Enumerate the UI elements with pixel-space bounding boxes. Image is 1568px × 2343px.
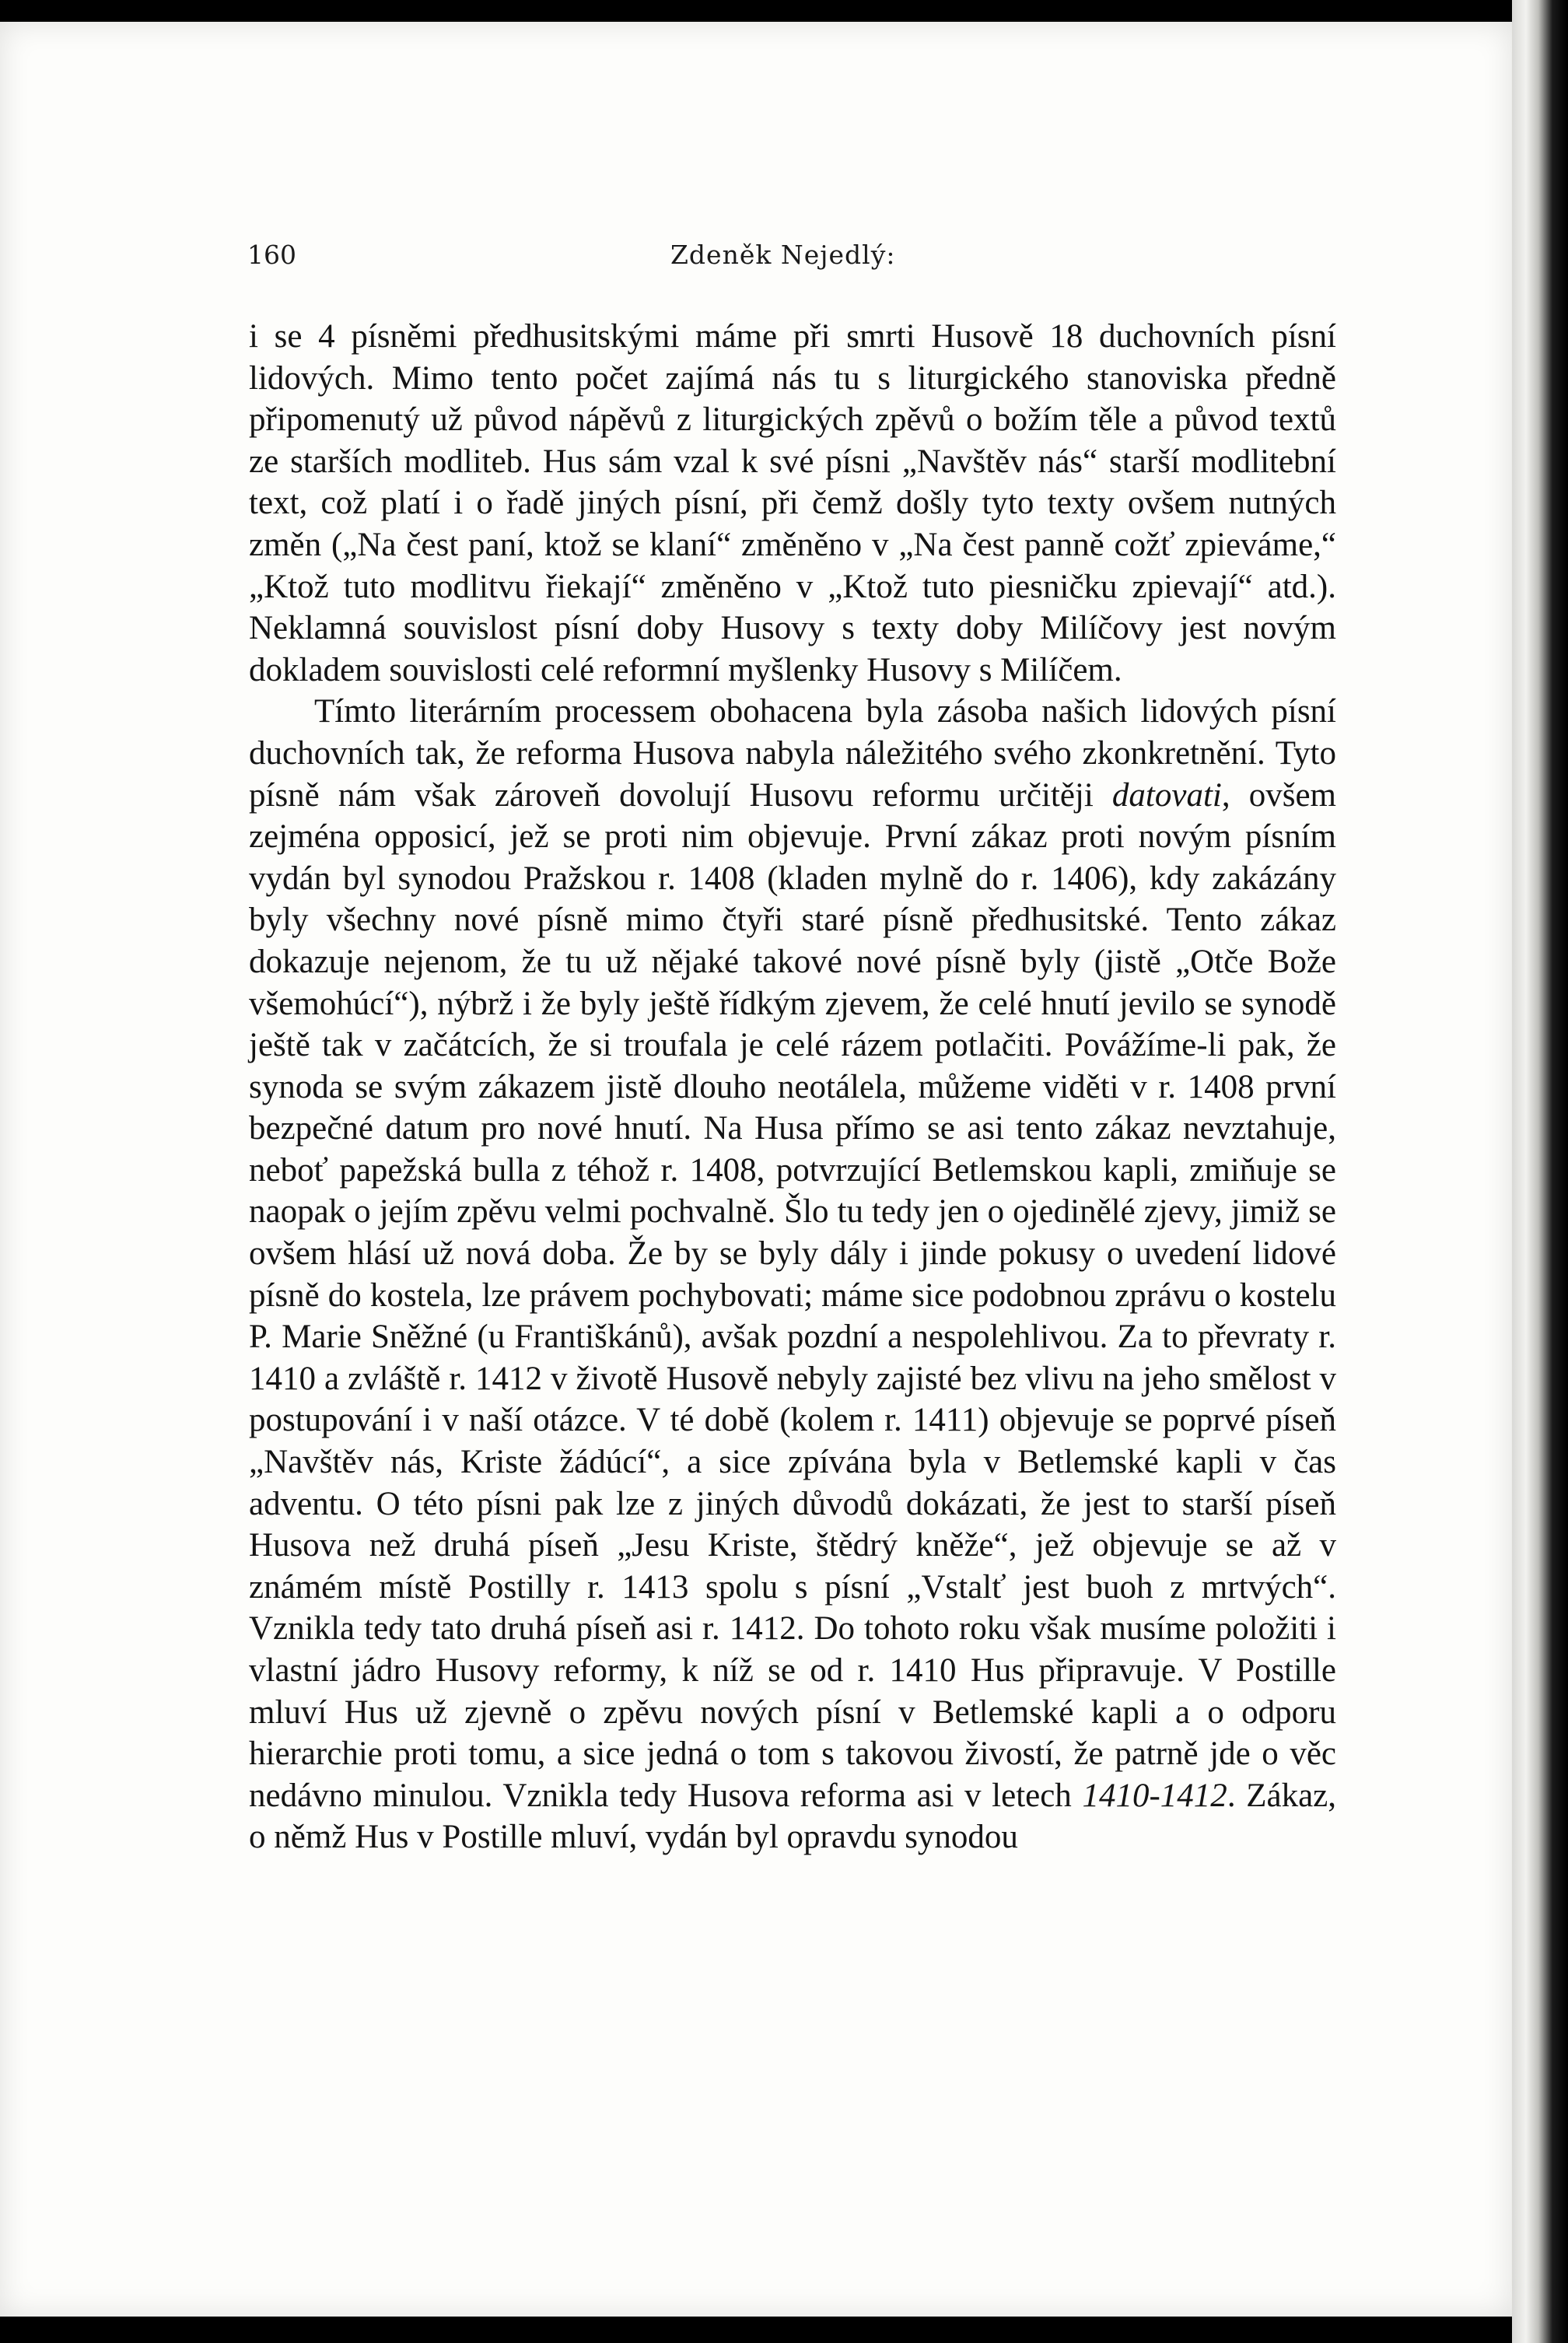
text-run: Tímto literárním processem obohacena byla zásoba našich lidových písní duchovních tak, že reforma Husova nabyla náležitého svého zkonkretnění. Tyto písně nám však zároveň dovolují Husovu reformu určitěji <box>249 693 1336 814</box>
scan-edge <box>1512 0 1568 2343</box>
italic-years: 1410-1412 <box>1082 1777 1227 1814</box>
paragraph <box>249 316 1336 691</box>
text-run: , ovšem zejména opposicí, jež se proti nim objevuje. První zákaz proti novým písním vydán byl synodou Pražskou r. 1408 (kladen mylně do r. 1406), kdy zakázány byly všechny nové písně mimo čtyři staré písně předhusitské. Tento zákaz dokazuje nejenom, že tu už nějaké takové nové písně byly (jistě „Otče Bože všemohúcí“), nýbrž i že byly ještě řídkým zjevem, že celé hnutí jevilo se synodě ještě tak v začátcích, že si troufala je celé rázem potlačiti. Povážíme-li pak, že synoda se svým zákazem jistě dlouho neotálela, můžeme viděti v r. 1408 první bezpečné datum pro nové hnutí. Na Husa přímo se asi tento zákaz nevztahuje, neboť papežská bulla z téhož r. 1408, potvrzující Betlemskou kapli, zmiňuje se naopak o jejím zpěvu velmi pochvalně. Šlo tu tedy jen o ojedinělé zjevy, jimiž se ovšem hlásí už nová doba. Že by se byly dály i jinde pokusy o uvedení lidové písně do kostela, lze právem pochybovati; máme sice podobnou zprávu o kostelu P. Marie Sněžné (u Františkánů), avšak pozdní a nespolehlivou. Za to převraty r. 1410 a zvláště r. 1412 v životě Husově nebyly zajisté bez vlivu na jeho smělost v postupování i v naší otázce. V té době (kolem r. 1411) objevuje se poprvé píseň „Navštěv nás, Kriste žádúcí“, a sice zpívána byla v Betlemské kapli v čas adventu. O této písni pak lze z jiných důvodů dokázati, že jest to starší píseň Husova než druhá píseň „Jesu Kriste, štědrý kněže“, jež objevuje se až v známém místě Postilly r. 1413 spolu s písní „Vstalť jest buoh z mrtvých“. Vznikla tedy tato druhá píseň asi r. 1412. Do tohoto roku však musíme položiti i vlastní jádro Husovy reformy, k níž se od r. 1410 Hus připravuje. V Postille mluví Hus už zjevně o zpěvu nových písní v Betlemské kapli a o odporu hierarchie proti tomu, a sice jedná o tom s takovou živostí, že patrně jde o věc nedávno minulou. Vznikla tedy Husova reforma asi v letech <box>249 776 1336 1814</box>
book-page <box>0 22 1512 2317</box>
paragraph <box>249 691 1336 1858</box>
text-run: i se 4 písněmi předhusitskými máme při smrti Husově 18 duchovních písní lidových. Mimo tento počet zajímá nás tu s liturgického stanoviska předně připomenutý už původ nápěvů z liturgických zpěvů o božím těle a původ textů ze starších modliteb. Hus sám vzal k své písni „Navštěv nás“ starší modlitební text, což platí i o řadě jiných písní, při čemž došly tyto texty ovšem nutných změn („Na čest paní, ktož se klaní“ změněno v „Na čest panně cožť zpieváme,“ „Ktož tuto modlitvu řiekají“ změněno v „Ktož tuto piesničku zpievají“ atd.). Neklamná souvislost písní doby Husovy s texty doby Milíčovy jest novým dokladem souvislosti celé reformní myšlenky Husovy s Milíčem. <box>249 318 1336 688</box>
italic-term: datovati <box>1111 776 1222 814</box>
page-header <box>0 240 1512 286</box>
text-run: . Zákaz, o němž Hus v Postille mluví, vydán byl opravdu synodou <box>249 1777 1336 1856</box>
running-title: Zdeněk Nejedlý: <box>670 240 896 270</box>
body-text <box>249 316 1336 1858</box>
page-number: 160 <box>247 240 296 270</box>
